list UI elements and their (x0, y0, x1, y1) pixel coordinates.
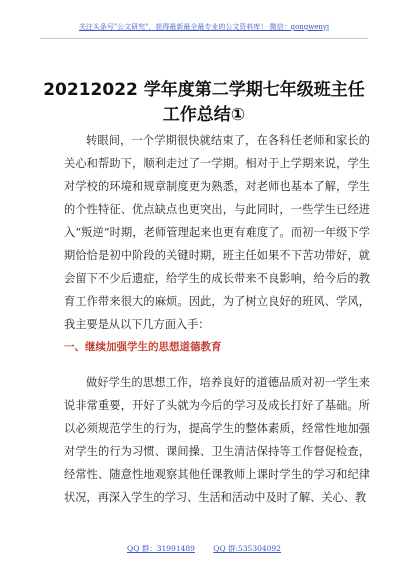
header-divider (40, 38, 368, 39)
document-title: 20212022 学年度第二学期七年级班主任工作总结① (43, 80, 365, 125)
footer-qq-group-1[interactable]: QQ 群：31991489 (127, 544, 195, 553)
body-paragraph-intro: 转眼间，一个学期很快就结束了，在各科任老师和家长的关心和帮助下，顺利走过了一学期。相对于上学期来说，学生对学校的环境和规章制度更为熟悉，对老师也基本了解，学生的个性特征、优点缺点也更突出，与此同时，一些学生已经进入“叛逆”时期，老师管理起来也更有难度了。而初一年级下学期恰恰是初中阶段的关键时期，班主任如果不下苦功带好，就会留下不少后遗症，给学生的成长带来不良影响，给今后的教育工作带来很大的麻烦。因此，为了树立良好的班风、学风，我主要是从以下几方面入手： (64, 134, 370, 331)
section-heading-1: 一、继续加强学生的思想道德教育 (64, 341, 222, 353)
footer-contact (40, 543, 368, 554)
header-banner-link[interactable]: 关注头条号"公文研究"，获得最新最全最专业的公文资料库！ 微信：gongwenyj (78, 23, 330, 31)
footer-qq-group-2[interactable]: QQ 群:535304092 (213, 544, 281, 553)
body-paragraph-section-1: 做好学生的思想工作，培养良好的道德品质对初一学生来说非常重要，开好了头就为今后的学习及成长打好了基础。所以必须规范学生的行为，提高学生的整体素质，经常性地加强对学生的行为习惯、课间操、卫生清洁保持等工作督促检查，经常性、随意性地观察其他任课教师上课时学生的学习和纪律状况，再深入学生的学习、生活和活动中及时了解、关心、教 (64, 376, 370, 504)
